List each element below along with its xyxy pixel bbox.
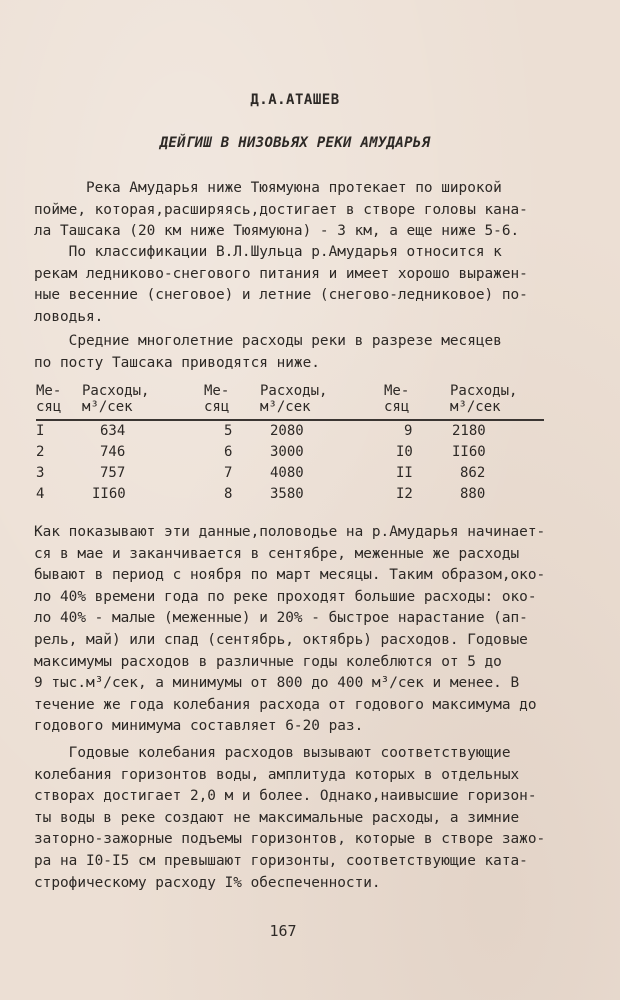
article-title: ДЕЙГИШ В НИЗОВЬЯХ РЕКИ АМУДАРЬЯ (159, 135, 431, 151)
table-cell-month: 8 (224, 486, 233, 502)
text-line: годового минимума составляет 6-20 раз. (34, 718, 364, 735)
text-line: ные весенние (снеговое) и летние (снегово-ледниковое) по- (34, 287, 528, 304)
monthly-flow-table (34, 383, 544, 513)
table-cell-flow: 880 (460, 486, 486, 502)
table-cell-month: 3 (36, 465, 45, 481)
text-line: бывают в период с ноября по март месяцы. Таким образом,око- (34, 567, 546, 584)
header-flow-3: Расходы, м³/сек (450, 383, 518, 415)
table-cell-flow: 4080 (270, 465, 304, 481)
text-line: По классификации В.Л.Шульца р.Амударья относится к (34, 244, 502, 260)
text-line: заторно-зажорные подъемы горизонтов, которые в створе зажо- (34, 831, 546, 848)
table-cell-flow: 2080 (270, 423, 304, 439)
table-cell-flow: 2180 (452, 423, 486, 439)
text-line: по посту Ташсака приводятся ниже. (34, 354, 320, 371)
table-cell-flow: II60 (92, 486, 126, 502)
page-number: 167 (269, 922, 297, 940)
table-cell-month: I2 (396, 486, 413, 502)
table-cell-flow: 746 (100, 444, 126, 460)
header-flow-2: Расходы, м³/сек (260, 383, 328, 415)
text-line: течение же года колебания расхода от годового максимума до (34, 696, 537, 713)
text-line: ловодья. (34, 308, 104, 325)
header-month-1: Ме- сяц (36, 383, 62, 415)
text-line: ло 40% - малые (меженные) и 20% - быстрое нарастание (ап- (34, 610, 528, 627)
text-line: Годовые колебания расходов вызывают соответствующие (34, 745, 511, 761)
paragraph-water-levels (34, 743, 554, 894)
text-line: максимумы расходов в различные годы колеблются от 5 до (34, 653, 502, 670)
text-line: ло 40% времени года по реке проходят большие расходы: око- (34, 588, 537, 605)
table-cell-flow: II60 (452, 444, 486, 460)
paragraph-table-intro (34, 331, 554, 374)
paragraph-classification (34, 242, 554, 328)
table-cell-month: 5 (224, 423, 233, 439)
text-line: Как показывают эти данные,половодье на р.Амударья начинает- (34, 524, 546, 540)
author-name: Д.А.АТАШЕВ (250, 92, 340, 108)
text-line: ра на I0-I5 см превышают горизонты, соответствующие ката- (34, 852, 528, 869)
table-cell-flow: 3580 (270, 486, 304, 502)
table-cell-month: 7 (224, 465, 233, 481)
header-flow-1: Расходы, м³/сек (82, 383, 150, 415)
text-line: Средние многолетние расходы реки в разрезе месяцев (34, 333, 502, 349)
text-line: ся в мае и заканчивается в сентябре, меженные же расходы (34, 545, 520, 562)
text-line: ла Ташсака (20 км ниже Тюямуюна) - 3 км, а еще ниже 5-6. (34, 223, 520, 240)
text-line: Река Амударья ниже Тюямуюна протекает по широкой (34, 180, 502, 196)
table-cell-month: I0 (396, 444, 413, 460)
text-line: ты воды в реке создают не максимальные расходы, а зимние (34, 809, 520, 826)
text-line: строфическому расходу I% обеспеченности. (34, 874, 381, 891)
paragraph-flood-analysis (34, 522, 554, 738)
header-month-2: Ме- сяц (204, 383, 230, 415)
table-cell-month: 6 (224, 444, 233, 460)
table-cell-month: 4 (36, 486, 45, 502)
paragraph-intro (34, 178, 554, 243)
text-line: 9 тыс.м³/сек, а минимумы от 800 до 400 м³/сек и менее. В (34, 675, 520, 692)
text-line: створах достигает 2,0 м и более. Однако,наивысшие горизон- (34, 788, 537, 805)
table-cell-flow: 862 (460, 465, 486, 481)
text-line: рекам ледниково-снегового питания и имеет хорошо выражен- (34, 265, 528, 282)
table-cell-month: 9 (404, 423, 413, 439)
text-line: пойме, которая,расширяясь,достигает в створе головы кана- (34, 201, 528, 218)
header-month-3: Ме- сяц (384, 383, 410, 415)
text-line: колебания горизонтов воды, амплитуда которых в отдельных (34, 766, 520, 783)
table-cell-month: II (396, 465, 413, 481)
table-cell-flow: 3000 (270, 444, 304, 460)
table-cell-month: I (36, 423, 45, 439)
table-cell-flow: 757 (100, 465, 126, 481)
table-cell-flow: 634 (100, 423, 126, 439)
text-line: рель, май) или спад (сентябрь, октябрь) расходов. Годовые (34, 631, 528, 648)
table-cell-month: 2 (36, 444, 45, 460)
